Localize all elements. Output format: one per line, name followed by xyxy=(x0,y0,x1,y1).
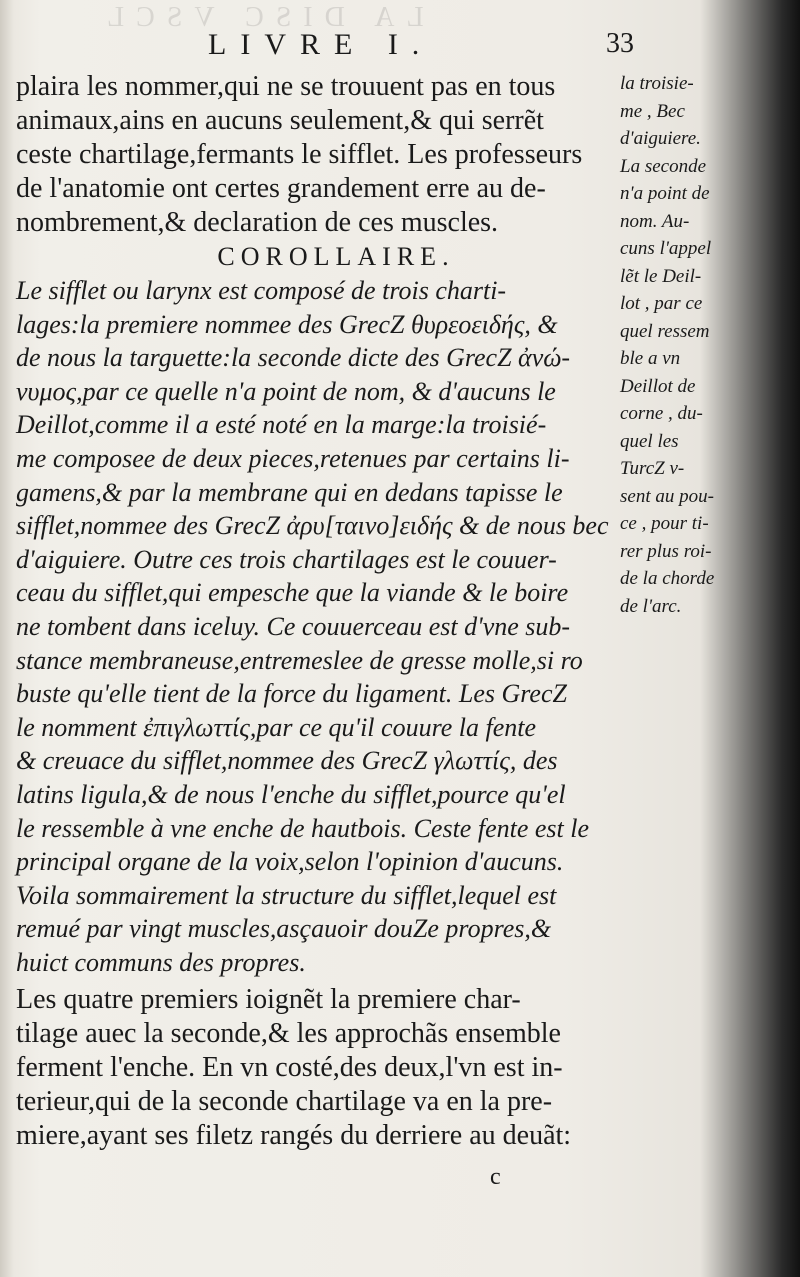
text-line: miere,ayant ses filetz rangés du derriere au deuãt: xyxy=(16,1120,572,1152)
page-header xyxy=(0,28,800,68)
text-line: & creuace du sifflet,nommee des GrecZ γλωττίς, des xyxy=(16,746,558,776)
margin-note-line: corne , du- xyxy=(620,403,703,424)
text-line: Les quatre premiers ioignẽt la premiere char- xyxy=(16,984,521,1016)
margin-note-line: quel les xyxy=(620,430,679,452)
signature-mark: c xyxy=(490,1164,501,1190)
text-line: latins ligula,& de nous l'enche du sifflet,pource qu'el xyxy=(16,779,566,809)
margin-note-line: cuns l'appel xyxy=(620,238,712,259)
margin-note-line: n'a point de xyxy=(620,183,710,204)
margin-note-line: de l'arc. xyxy=(620,595,682,617)
text-line: huict communs des propres. xyxy=(16,947,306,977)
text-line: ceau du sifflet,qui empesche que la viande & le boire xyxy=(16,578,569,608)
text-line: animaux,ains en aucuns seulement,& qui serrẽt xyxy=(16,105,544,136)
text-line: sifflet,nommee des GrecZ ἀρυ[ταινο]ειδής & de nous bec xyxy=(16,511,609,541)
margin-note-line: ce , pour ti- xyxy=(620,513,709,534)
text-line: ferment l'enche. En vn costé,des deux,l'vn est in- xyxy=(16,1052,563,1084)
text-line: lages:la premiere nommee des GrecZ θυρεοειδής, & xyxy=(16,309,558,339)
text-line: tilage auec la seconde,& les approchãs ensemble xyxy=(16,1018,561,1050)
text-line: nombrement,& declaration de ces muscles. xyxy=(16,207,499,238)
text-line: buste qu'elle tient de la force du ligament. Les GrecZ xyxy=(16,679,567,709)
margin-note-line: TurcZ v- xyxy=(620,458,685,479)
margin-note-line: lẽt le Deil- xyxy=(620,265,702,287)
margin-note-line: ble a vn xyxy=(620,348,681,369)
page-number: 33 xyxy=(606,28,634,59)
margin-note-line: d'aiguiere. xyxy=(620,128,701,149)
text-line: de l'anatomie ont certes grandement erre au de- xyxy=(16,173,546,204)
text-line: de nous la targuette:la seconde dicte des GrecZ ἀνώ- xyxy=(16,343,571,373)
margin-note-line: Deillot de xyxy=(620,375,696,397)
text-line: le ressemble à vne enche de hautbois. Ceste fente est le xyxy=(16,813,590,843)
text-line: gamens,& par la membrane qui en dedans tapisse le xyxy=(16,477,563,507)
text-line: plaira les nommer,qui ne se trouuent pas en tous xyxy=(16,71,556,102)
text-line: terieur,qui de la seconde chartilage va en la pre- xyxy=(16,1086,553,1118)
margin-note xyxy=(620,70,780,620)
margin-note-line: lot , par ce xyxy=(620,293,703,314)
text-line: ne tombent dans iceluy. Ce couuerceau est d'vne sub- xyxy=(16,611,571,641)
text-line: νυμος,par ce quelle n'a point de nom, & d'aucuns le xyxy=(16,376,556,406)
text-line: d'aiguiere. Outre ces trois chartilages est le couuer- xyxy=(16,544,557,574)
text-line: Voila sommairement la structure du sifflet,lequel est xyxy=(16,880,557,910)
text-line: le nomment ἐπιγλωττίς,par ce qu'il couure la fente xyxy=(16,712,537,742)
margin-note-line: rer plus roi- xyxy=(620,540,712,562)
margin-note-line: nom. Au- xyxy=(620,210,690,232)
text-line: ceste chartilage,fermants le sifflet. Les professeurs xyxy=(16,139,583,170)
bleed-through-head: LA DISC VSCL xyxy=(95,2,424,33)
margin-note-line: La seconde xyxy=(620,155,707,177)
main-text-column xyxy=(16,70,616,1153)
running-head: LIVRE I. xyxy=(208,28,434,61)
margin-note-line: la troisie- xyxy=(620,73,694,94)
margin-note-line: me , Bec xyxy=(620,100,685,122)
margin-note-line: quel ressem xyxy=(620,320,710,342)
text-line: remué par vingt muscles,asçauoir douZe propres,& xyxy=(16,914,552,944)
margin-note-line: de la chorde xyxy=(620,568,715,589)
text-line: me composee de deux pieces,retenues par certains li- xyxy=(16,443,570,473)
section-heading: COROLLAIRE. xyxy=(217,242,455,271)
text-line: Le sifflet ou larynx est composé de trois charti- xyxy=(16,276,507,305)
margin-note-line: sent au pou- xyxy=(620,485,714,507)
text-line: Deillot,comme il a esté noté en la marge:la troisié- xyxy=(16,410,547,440)
text-line: principal organe de la voix,selon l'opinion d'aucuns. xyxy=(16,847,564,877)
text-line: stance membraneuse,entremeslee de gresse molle,si ro xyxy=(16,645,583,675)
